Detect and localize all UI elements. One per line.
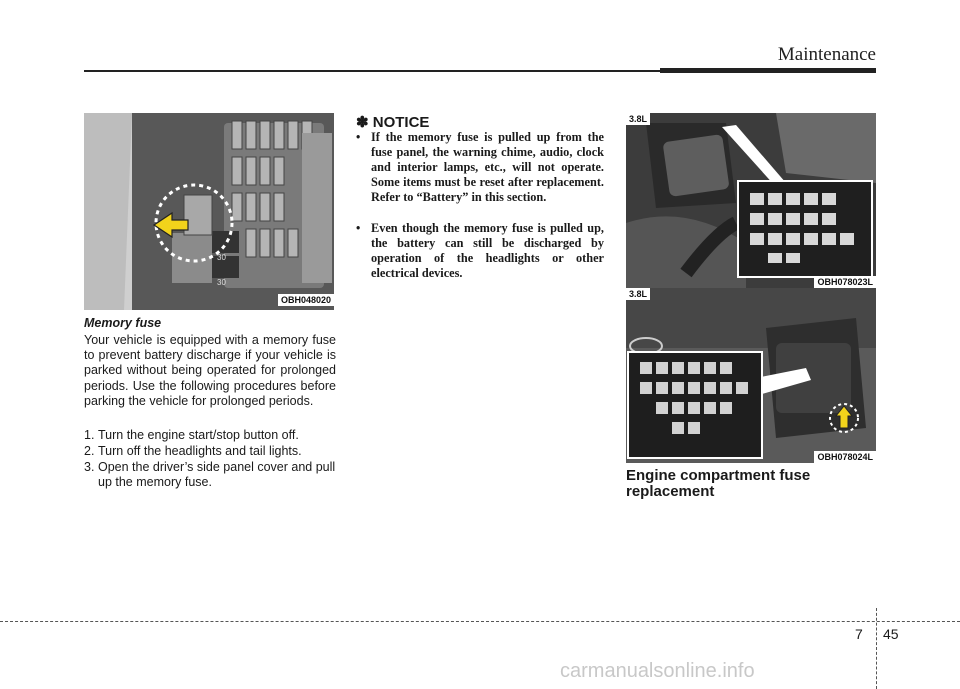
header-rule	[84, 70, 660, 72]
header-rule-accent	[660, 68, 876, 73]
section-title: Maintenance	[777, 44, 876, 65]
footer-rule	[0, 621, 960, 622]
step-number: 1.	[84, 428, 95, 442]
notice-text: Even though the memory fuse is pulled up, the battery can still be discharged by operation of the headlights or other electrical devices.	[371, 221, 604, 281]
step-number: 3.	[84, 460, 95, 474]
memory-fuse-description: Your vehicle is equipped with a memory fuse to prevent battery discharge if your vehicle is parked without being operated for prolonged periods. Use the following procedures before parking the vehicle for prolonged periods.	[84, 333, 336, 408]
step-text: Open the driver’s side panel cover and pull up the memory fuse.	[98, 460, 336, 490]
notice-title: ✽ NOTICE	[356, 114, 430, 131]
engine-fuse-box-photo-bottom	[626, 288, 876, 463]
memory-fuse-photo	[84, 113, 334, 310]
watermark: carmanualsonline.info	[560, 660, 755, 682]
step-number: 2.	[84, 444, 95, 458]
chapter-number: 7	[855, 626, 863, 642]
engine-fuse-box-photo-top	[626, 113, 876, 288]
footer-divider	[876, 608, 877, 689]
step-item	[84, 444, 336, 459]
bullet: •	[356, 221, 361, 235]
step-text: Turn the engine start/stop button off.	[98, 428, 299, 442]
step-item	[84, 428, 336, 443]
notice-item	[356, 221, 604, 281]
step-item	[84, 460, 336, 490]
photo-code-label: OBH078024L	[814, 451, 876, 463]
photo-code-label: OBH078023L	[814, 276, 876, 288]
step-text: Turn off the headlights and tail lights.	[98, 444, 302, 458]
page-number: 45	[883, 626, 899, 642]
notice-item	[356, 130, 604, 205]
fuse-mark: 30	[217, 278, 226, 287]
engine-label: 3.8L	[626, 288, 650, 300]
engine-label: 3.8L	[626, 113, 650, 125]
memory-fuse-caption: Memory fuse	[84, 316, 162, 330]
engine-compartment-caption: Engine compartment fuse replacement	[626, 467, 811, 500]
notice-text: If the memory fuse is pulled up from the fuse panel, the warning chime, audio, clock and interior lamps, etc., will not operate. Some items must be reset after replacement. Refer to “Battery” in this section.	[371, 130, 604, 205]
photo-code-label: OBH048020	[278, 294, 334, 306]
bullet: •	[356, 130, 361, 144]
fuse-mark: 30	[217, 253, 226, 262]
